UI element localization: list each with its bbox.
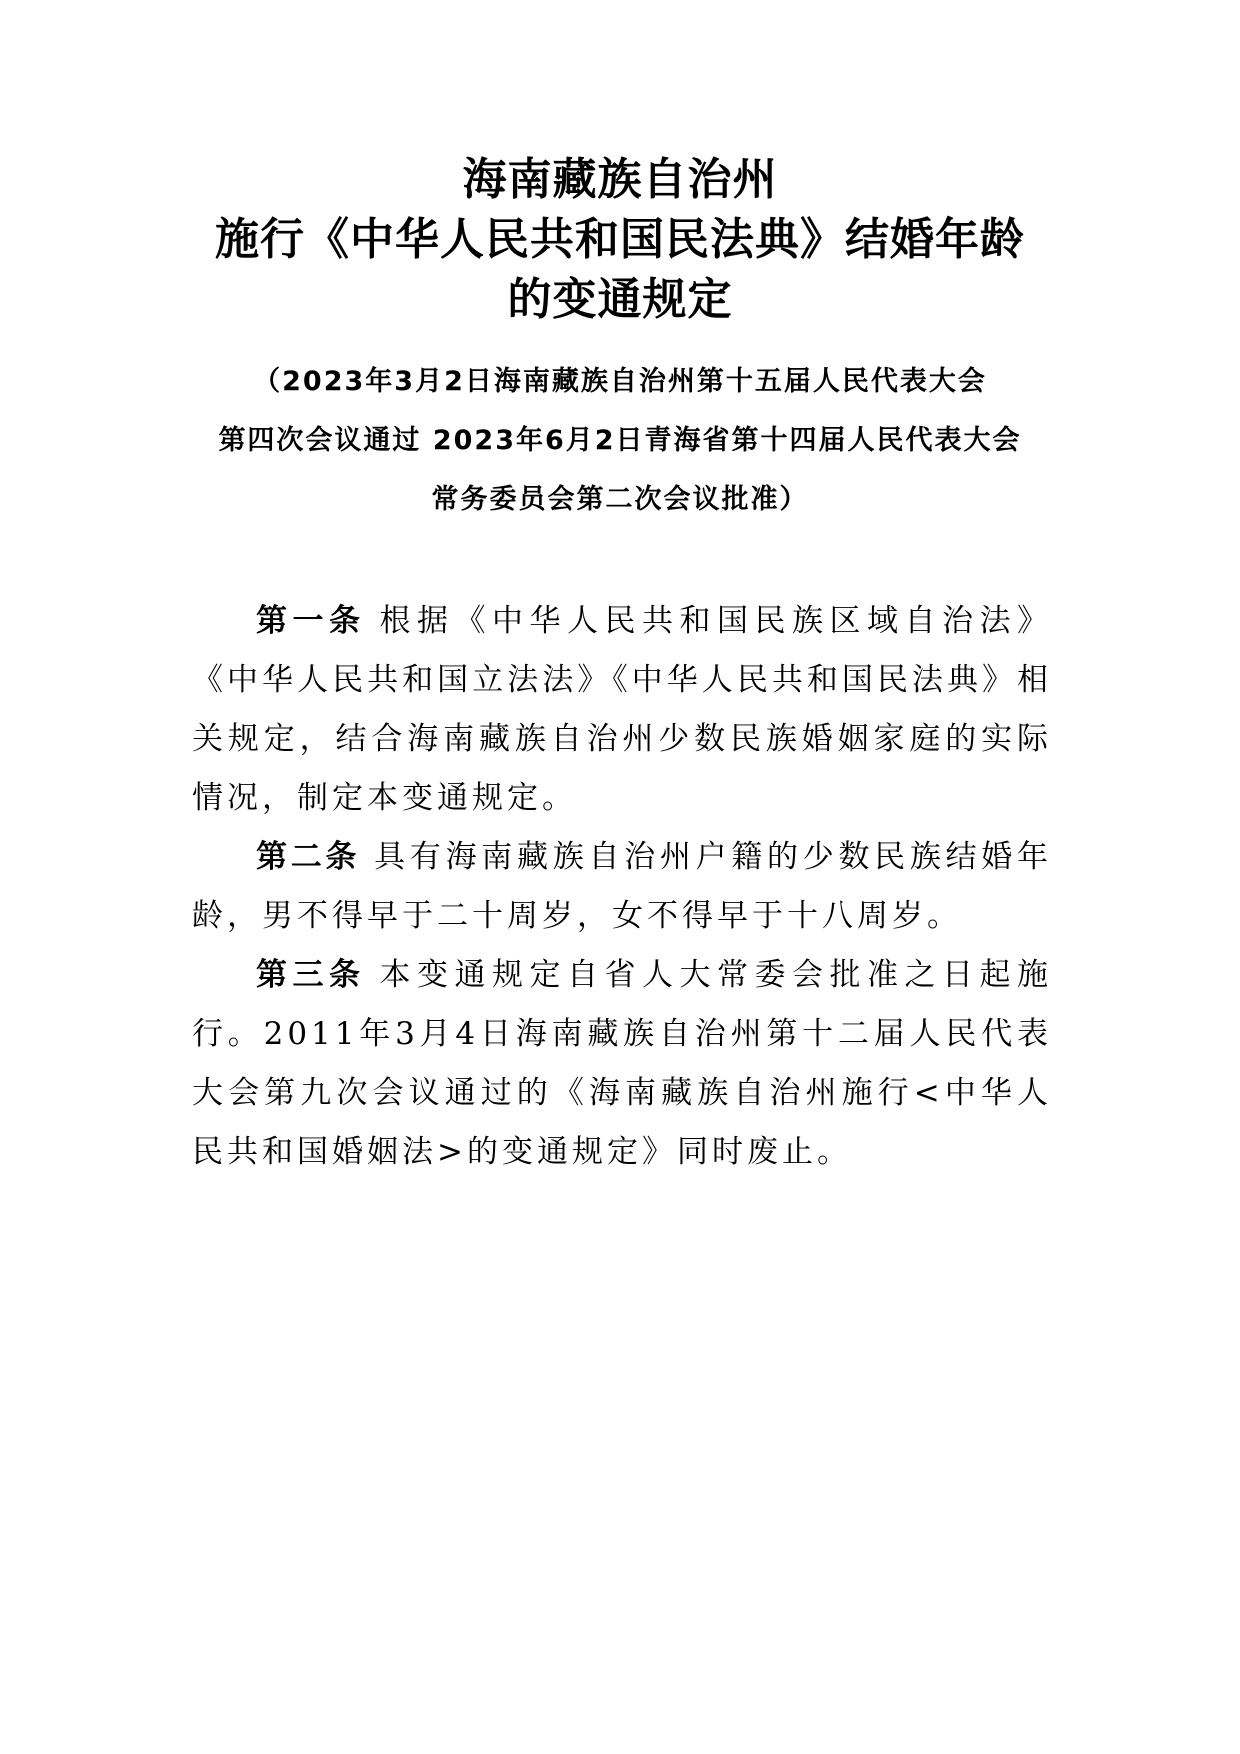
adoption-note-line-3: 常务委员会第二次会议批准） bbox=[431, 484, 809, 515]
adoption-note-line-1: （2023年3月2日海南藏族自治州第十五届人民代表大会 bbox=[253, 366, 987, 397]
document-body bbox=[192, 592, 1052, 1182]
article-1-text: 根据《中华人民共和国民族区域自治法》《中华人民共和国立法法》《中华人民共和国民法典》相关规定，结合海南藏族自治州少数民族婚姻家庭的实际情况，制定本变通规定。 bbox=[192, 603, 1052, 816]
title-line-3: 的变通规定 bbox=[507, 274, 733, 325]
title-line-2: 施行《中华人民共和国民法典》结婚年龄 bbox=[215, 214, 1025, 265]
article-2 bbox=[192, 828, 1052, 946]
adoption-note-line-2: 第四次会议通过 2023年6月2日青海省第十四届人民代表大会 bbox=[218, 425, 1022, 456]
article-2-text: 具有海南藏族自治州户籍的少数民族结婚年龄，男不得早于二十周岁，女不得早于十八周岁。 bbox=[192, 839, 1053, 934]
article-1 bbox=[192, 592, 1052, 828]
article-1-label: 第一条 bbox=[256, 603, 366, 639]
article-2-label: 第二条 bbox=[256, 839, 361, 875]
article-3-label: 第三条 bbox=[256, 957, 366, 993]
document-title bbox=[0, 150, 1240, 330]
adoption-note bbox=[0, 352, 1240, 529]
article-3-text: 本变通规定自省人大常委会批准之日起施行。2011年3月4日海南藏族自治州第十二届人民代表大会第九次会议通过的《海南藏族自治州施行<中华人民共和国婚姻法>的变通规定》同时废止。 bbox=[192, 957, 1052, 1170]
article-3 bbox=[192, 946, 1052, 1182]
title-line-1: 海南藏族自治州 bbox=[462, 154, 778, 205]
